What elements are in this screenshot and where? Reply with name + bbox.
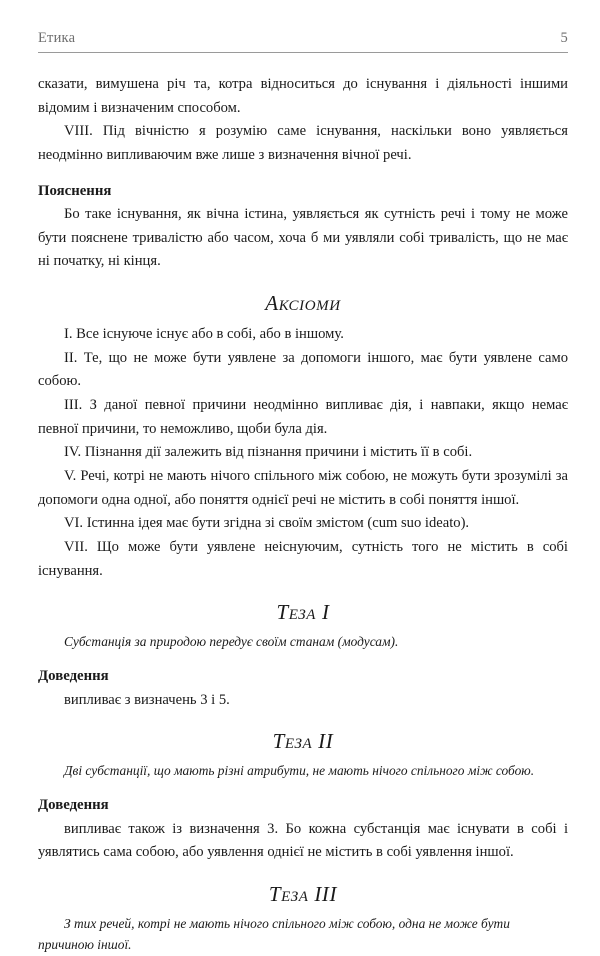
heading-thesis-2-word: Теза bbox=[272, 729, 313, 754]
running-header-title: Етика bbox=[38, 30, 76, 46]
heading-explanation: Пояснення bbox=[38, 182, 112, 199]
thesis-3-statement: З тих речей, котрі не мають нічого спільного між собою, одна не може бути причиною іншої. bbox=[38, 916, 510, 952]
heading-thesis-2-numeral: II bbox=[318, 729, 334, 754]
heading-thesis-1 bbox=[38, 600, 568, 625]
heading-proof-2: Доведення bbox=[38, 797, 109, 814]
proof-2-text: випливає також із визначення 3. Бо кожна субстанція має існувати в собі і уявлятись сама собою, або уявлення однієї не містить в собі уявлення іншої. bbox=[38, 820, 568, 861]
axiom-4: IV. Пізнання дії залежить від пізнання причини і містить її в собі. bbox=[64, 444, 473, 461]
heading-thesis-3-numeral: III bbox=[314, 881, 338, 906]
axiom-6: VI. Істинна ідея має бути згідна зі своїм змістом (cum suo ideato). bbox=[64, 515, 470, 532]
axiom-5: V. Речі, котрі не мають нічого спільного між собою, не можуть бути зрозумілі за допомоги одна одної, або поняття однієї речі не містить в собі поняття іншої. bbox=[38, 467, 568, 508]
heading-thesis-1-word: Теза bbox=[276, 600, 317, 625]
axiom-2: II. Те, що не може бути уявлене за допомоги іншого, має бути уявлене само собою. bbox=[38, 349, 568, 390]
heading-thesis-3-word: Теза bbox=[268, 881, 309, 906]
proof-1-text: випливає з визначень 3 і 5. bbox=[64, 691, 230, 708]
page-number: 5 bbox=[560, 30, 568, 46]
axiom-7: VII. Що може бути уявлене неіснуючим, сутність того не містить в собі існування. bbox=[38, 538, 568, 579]
heading-thesis-2 bbox=[38, 729, 568, 754]
heading-thesis-3 bbox=[38, 882, 568, 907]
paragraph-continued: сказати, вимушена річ та, котра відноситься до існування і діяльності іншими відомим і визначеним способом. bbox=[38, 76, 568, 116]
heading-thesis-1-numeral: I bbox=[321, 600, 330, 625]
paragraph-explanation: Бо таке існування, як вічна істина, уявляється як сутність речі і тому не може бути пояснене тривалістю або часом, хоча б ми уявляли собі тривалість, що не має ні початку, ні кінця. bbox=[38, 206, 568, 270]
running-header bbox=[38, 30, 568, 53]
thesis-2-statement: Дві субстанції, що мають різні атрибути, не мають нічого спільного між собою. bbox=[64, 763, 535, 779]
heading-proof-1: Доведення bbox=[38, 668, 109, 685]
axiom-1: I. Все існуюче існує або в собі, або в іншому. bbox=[64, 326, 344, 343]
heading-axioms: Аксіоми bbox=[265, 290, 341, 315]
definition-viii: VIII. Під вічністю я розумію саме існування, наскільки воно уявляється неодмінно випливаючим вже лише з визначення вічної речі. bbox=[38, 123, 568, 163]
axiom-3: III. З даної певної причини неодмінно випливає дія, і навпаки, якщо немає певної причини, то неможливо, щоби була дія. bbox=[38, 397, 568, 437]
thesis-1-statement: Субстанція за природою передує своїм станам (модусам). bbox=[64, 634, 399, 650]
